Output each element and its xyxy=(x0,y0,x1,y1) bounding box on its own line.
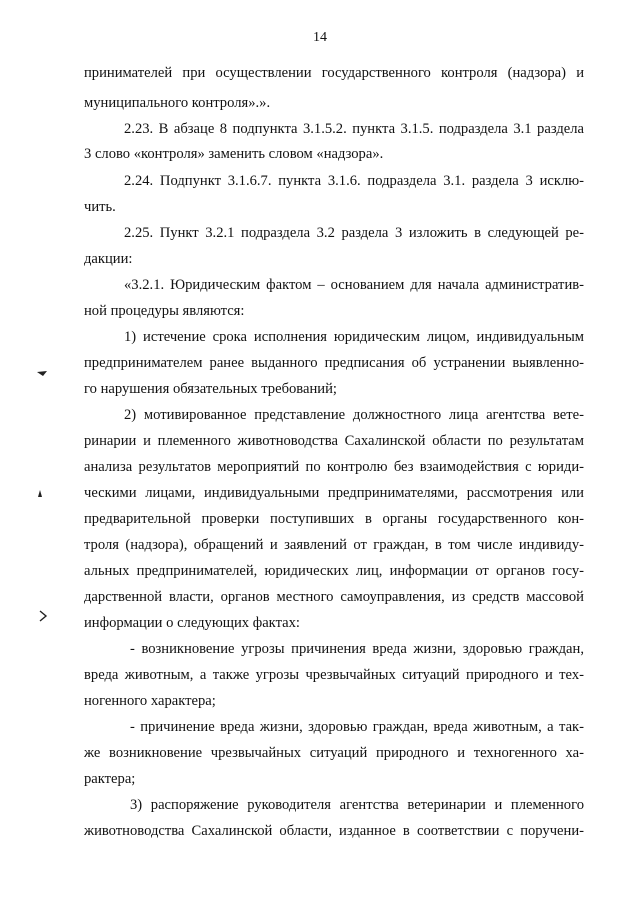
text-line: троля (надзора), обращений и заявлений от граждан, в том числе индивиду- xyxy=(84,537,584,553)
text-line: чить. xyxy=(84,199,116,215)
text-line: животноводства Сахалинской области, изданное в соответствии с поручени- xyxy=(84,823,584,839)
text-line: го нарушения обязательных требований; xyxy=(84,381,337,397)
text-line: ногенного характера; xyxy=(84,693,216,709)
text-line: 3) распоряжение руководителя агентства ветеринарии и племенного xyxy=(130,797,584,813)
text-line: 2.23. В абзаце 8 подпункта 3.1.5.2. пункта 3.1.5. подраздела 3.1 раздела xyxy=(124,121,584,137)
text-line: предварительной проверки поступивших в органы государственного кон- xyxy=(84,511,584,527)
text-line: 2) мотивированное представление должностного лица агентства вете- xyxy=(124,407,584,423)
text-line: 1) истечение срока исполнения юридическим лицом, индивидуальным xyxy=(124,329,584,345)
text-line: рактера; xyxy=(84,771,136,787)
text-line: «3.2.1. Юридическим фактом – основанием для начала административ- xyxy=(124,277,584,293)
text-line: - возникновение угрозы причинения вреда жизни, здоровью граждан, xyxy=(130,641,584,657)
text-line: дакции: xyxy=(84,251,133,267)
binding-hole-mark xyxy=(36,370,48,378)
text-line: информации о следующих фактах: xyxy=(84,615,300,631)
text-line: предпринимателем ранее выданного предписания об устранении выявленно- xyxy=(84,355,584,371)
text-line: вреда животным, а также угрозы чрезвычайных ситуаций природного и тех- xyxy=(84,667,584,683)
text-line: 2.24. Подпункт 3.1.6.7. пункта 3.1.6. подраздела 3.1. раздела 3 исклю- xyxy=(124,173,584,189)
text-line: анализа результатов мероприятий по контролю без взаимодействия с юриди- xyxy=(84,459,584,475)
text-line: альных предпринимателей, юридических лиц, информации от органов госу- xyxy=(84,563,584,579)
text-line: ческими лицами, индивидуальными предпринимателями, рассмотрения или xyxy=(84,485,584,501)
text-line: 2.25. Пункт 3.2.1 подраздела 3.2 раздела 3 изложить в следующей ре- xyxy=(124,225,584,241)
text-line: ной процедуры являются: xyxy=(84,303,245,319)
text-line: муниципального контроля».». xyxy=(84,95,271,111)
binding-hole-mark xyxy=(38,610,48,622)
text-line: дарственной власти, органов местного самоуправления, из средств массовой xyxy=(84,589,584,605)
text-line: принимателей при осуществлении государственного контроля (надзора) и xyxy=(84,65,584,81)
text-line: - причинение вреда жизни, здоровью граждан, вреда животным, а так- xyxy=(130,719,584,735)
text-line: 3 слово «контроля» заменить словом «надзора». xyxy=(84,146,384,162)
text-line: ринарии и племенного животноводства Сахалинской области по результатам xyxy=(84,433,584,449)
text-line: же возникновение чрезвычайных ситуаций природного и техногенного ха- xyxy=(84,745,584,761)
binding-hole-mark xyxy=(37,490,43,498)
page-number: 14 xyxy=(313,30,327,45)
